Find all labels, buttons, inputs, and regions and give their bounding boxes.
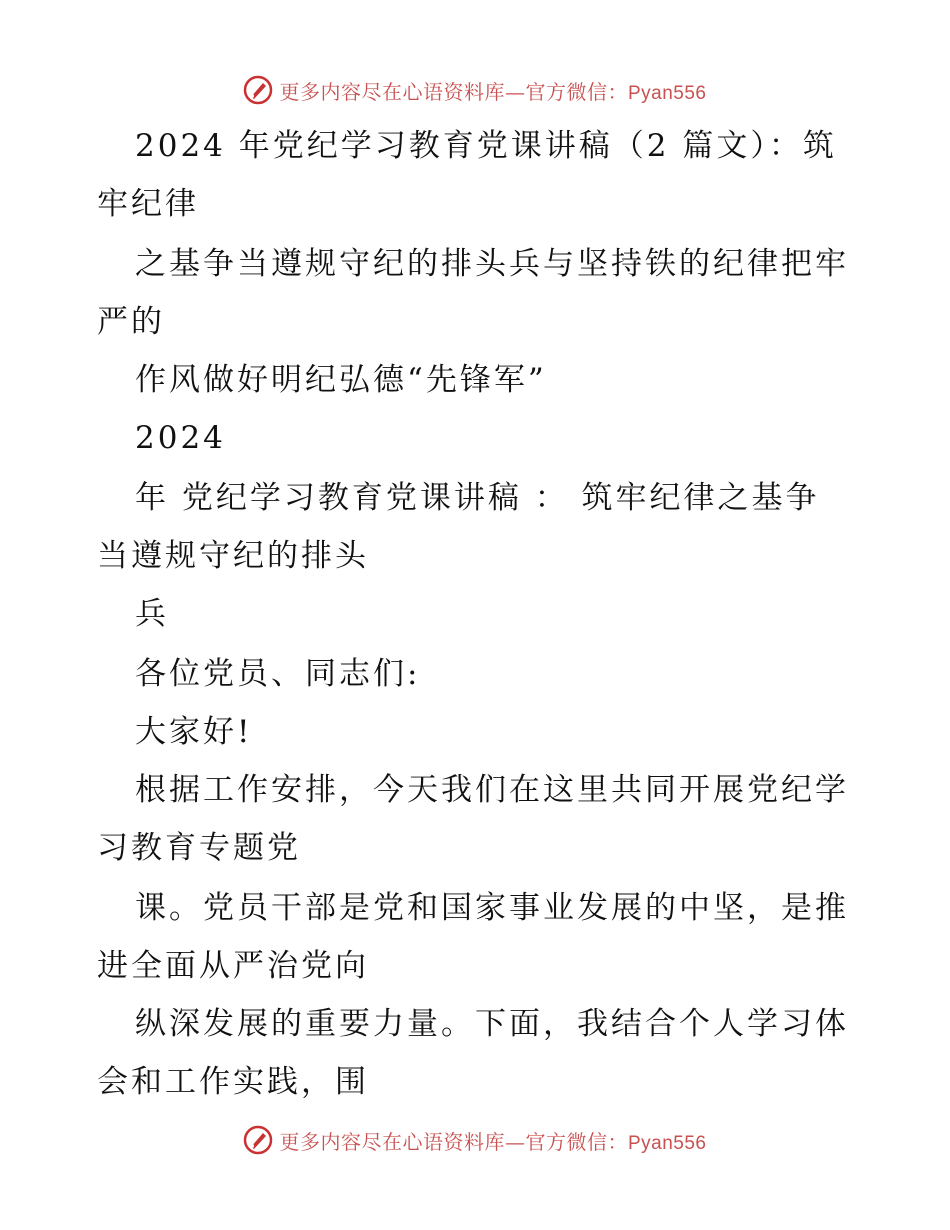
paragraph-line-4: 进全面从严治党向: [97, 948, 369, 984]
paragraph-line-5: 纵深发展的重要力量。下面，我结合个人学习体: [135, 1006, 849, 1042]
greeting: 大家好!: [135, 714, 253, 750]
title-line-1: 2024 年党纪学习教育党课讲稿（2 篇文）：筑: [135, 128, 837, 164]
subtitle-line-2: 当遵规守纪的排头: [97, 538, 369, 574]
subtitle-line-1: 年 党纪学习教育党课讲稿 ： 筑牢纪律之基争: [135, 480, 820, 516]
year-line: 2024: [135, 420, 226, 456]
watermark-text: 更多内容尽在心语资料库—官方微信：Pyan556: [279, 79, 707, 104]
paragraph-line-6: 会和工作实践，围: [97, 1064, 369, 1100]
title-line-4: 严的: [97, 304, 165, 340]
watermark-text: 更多内容尽在心语资料库—官方微信：Pyan556: [279, 1129, 707, 1154]
footer-watermark: [0, 1120, 950, 1160]
salutation: 各位党员、同志们:: [135, 656, 421, 692]
paragraph-line-3: 课。党员干部是党和国家事业发展的中坚，是推: [135, 890, 849, 926]
pen-logo-icon: [243, 1125, 273, 1155]
title-line-3: 之基争当遵规守纪的排头兵与坚持铁的纪律把牢: [135, 246, 849, 282]
title-line-2: 牢纪律: [97, 186, 199, 222]
paragraph-line-2: 习教育专题党: [97, 830, 301, 866]
subtitle-line-3: 兵: [135, 596, 169, 632]
title-line-5: 作风做好明纪弘德“先锋军”: [135, 362, 547, 398]
paragraph-line-1: 根据工作安排，今天我们在这里共同开展党纪学: [135, 772, 849, 808]
